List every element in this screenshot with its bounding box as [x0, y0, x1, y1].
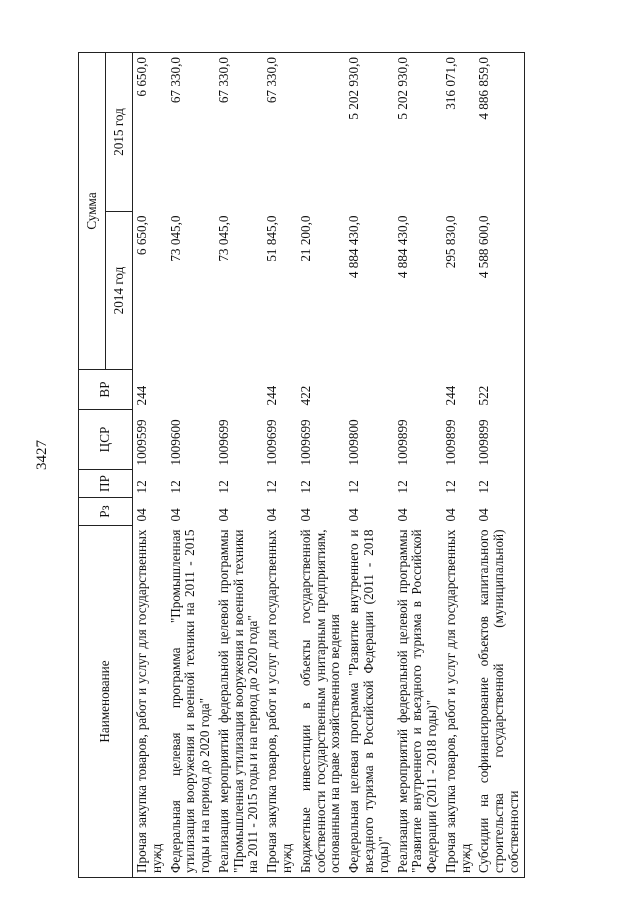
row-csr: 1009699: [297, 419, 313, 466]
row-2015: [297, 53, 345, 212]
row-rz: 04: [297, 508, 313, 522]
row-rz: 04: [264, 508, 280, 522]
row-2015: 67 330,0: [215, 53, 263, 212]
rotated-page: [34, 53, 608, 878]
row-vr: [394, 370, 442, 410]
row-vr: [167, 370, 215, 410]
row-vr: [345, 370, 393, 410]
row-rz: 04: [167, 508, 183, 522]
row-2014: 295 830,0: [442, 215, 458, 269]
row-pr: 12: [264, 480, 280, 494]
header-2015: 2015 год: [106, 53, 133, 212]
table-row: [394, 53, 442, 878]
row-name: Реализация мероприятий федеральной целевой программы "Промышленная утилизация вооружения и военной техники на 2011 - 2015 годы и на период до 2020 года": [215, 526, 263, 878]
row-2014: 21 200,0: [297, 215, 313, 262]
header-2014: 2014 год: [106, 212, 133, 370]
row-2014: 73 045,0: [167, 215, 183, 262]
row-csr: 1009699: [215, 419, 231, 466]
row-name: Прочая закупка товаров, работ и услуг для государственных нужд: [133, 526, 167, 878]
row-pr: 12: [215, 480, 231, 494]
row-csr: 1009699: [264, 419, 280, 466]
table-row: [345, 53, 393, 878]
row-vr: 522: [475, 370, 524, 410]
row-rz: 04: [346, 508, 362, 522]
row-rz: 04: [442, 508, 458, 522]
row-vr: 244: [442, 385, 458, 406]
row-2015: 67 330,0: [167, 53, 215, 212]
row-csr: 1009899: [475, 410, 524, 470]
row-name: Реализация мероприятий федеральной целевой программы "Развитие внутреннего и въездного туризма в Российской Федерации (2011 - 2018 годы)": [394, 526, 442, 878]
row-rz: 04: [215, 508, 231, 522]
row-pr: 12: [134, 480, 149, 494]
header-pr: ПР: [79, 470, 133, 498]
row-vr: [215, 370, 263, 410]
row-name: Прочая закупка товаров, работ и услуг для государственных нужд: [442, 526, 476, 878]
row-2014: 51 845,0: [264, 215, 280, 262]
table-row: [442, 53, 476, 878]
row-csr: 1009899: [442, 419, 458, 466]
row-pr: 12: [442, 480, 458, 494]
table-row: [297, 53, 345, 878]
row-2014: 4 588 600,0: [475, 212, 524, 370]
row-vr: 244: [264, 385, 280, 406]
row-name: Субсидии на софинансирование объектов капитального строительства государственной (муниципальной) собственности: [475, 526, 524, 878]
row-pr: 12: [167, 480, 183, 494]
row-2014: 4 884 430,0: [394, 215, 410, 279]
table-row: [263, 53, 297, 878]
table-row: [133, 53, 167, 878]
row-rz: 04: [475, 498, 524, 526]
table-row: [475, 53, 524, 878]
row-2014: 73 045,0: [215, 215, 231, 262]
row-csr: 1009599: [134, 419, 149, 466]
row-2014: 6 650,0: [134, 215, 149, 256]
table-row: [167, 53, 215, 878]
row-2015: 6 650,0: [133, 53, 167, 212]
row-rz: 04: [394, 508, 410, 522]
row-2015: 316 071,0: [442, 53, 476, 212]
header-rz: Рз: [79, 498, 133, 526]
row-name: Федеральная целевая программа "Развитие внутреннего и въездного туризма в Российской Федерации (2011 - 2018 годы)": [345, 526, 393, 878]
row-csr: 1009800: [346, 419, 362, 466]
row-name: Федеральная целевая программа "Промышленная утилизация вооружения и военной техники на 2011 - 2015 годы и на период до 2020 года": [167, 526, 215, 878]
row-2015: 67 330,0: [263, 53, 297, 212]
header-vr: ВР: [79, 370, 133, 410]
row-name: Прочая закупка товаров, работ и услуг для государственных нужд: [263, 526, 297, 878]
row-2015: 4 886 859,0: [475, 53, 524, 212]
row-csr: 1009600: [167, 419, 183, 466]
row-vr: 244: [134, 385, 149, 406]
row-vr: 422: [297, 385, 313, 406]
header-csr: ЦСР: [79, 410, 133, 470]
row-pr: 12: [475, 470, 524, 498]
table-row: [215, 53, 263, 878]
page-number: 3427: [34, 440, 50, 470]
row-2015: 5 202 930,0: [345, 53, 393, 212]
header-name: Наименование: [79, 526, 133, 878]
row-name: Бюджетные инвестиции в объекты государственной собственности государственным унитарным предприятиям, основанным на праве хозяйственного ведения: [297, 526, 345, 878]
row-pr: 12: [346, 480, 362, 494]
row-2015: 5 202 930,0: [394, 53, 442, 212]
row-2014: 4 884 430,0: [346, 215, 362, 279]
row-pr: 12: [394, 480, 410, 494]
header-sum: Сумма: [79, 53, 106, 370]
budget-table: [78, 52, 525, 878]
row-pr: 12: [297, 480, 313, 494]
row-rz: 04: [134, 508, 149, 522]
row-csr: 1009899: [394, 419, 410, 466]
